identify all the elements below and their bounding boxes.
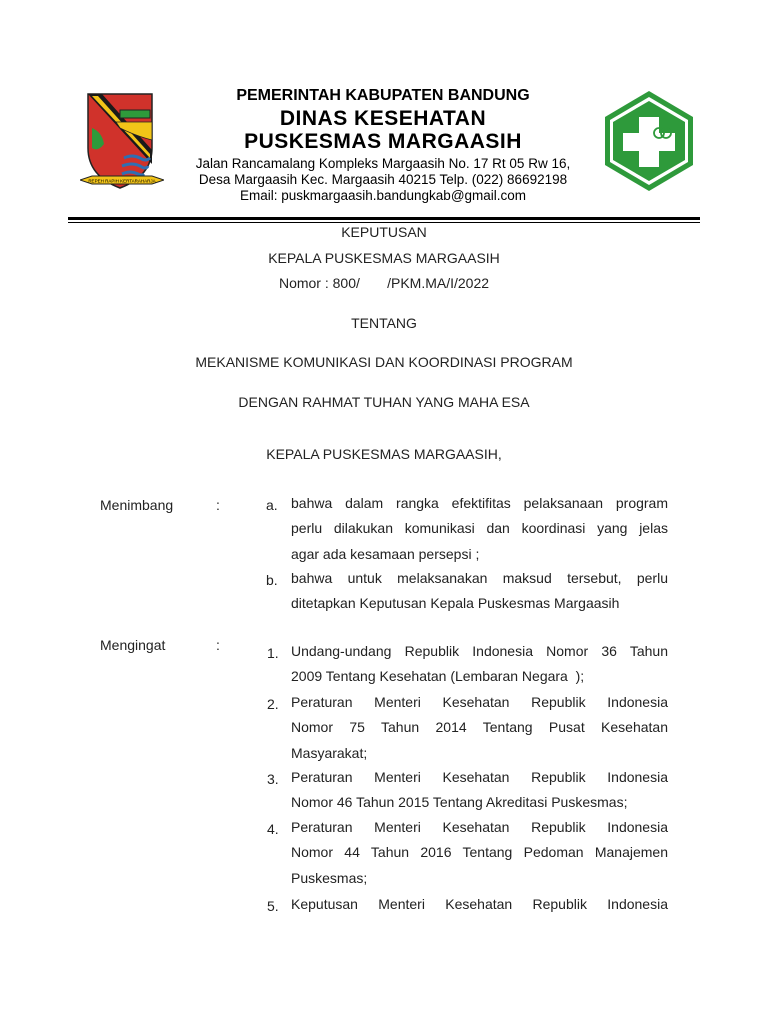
text-line: Peraturan Menteri Kesehatan Republik Indonesia <box>291 694 668 710</box>
decree-number: Nomor : 800/ /PKM.MA/I/2022 <box>278 275 490 291</box>
header-institution: PUSKESMAS MARGAASIH <box>244 130 522 153</box>
header-agency: DINAS KESEHATAN <box>279 107 487 130</box>
mengingat-item-1 <box>291 639 668 690</box>
text-line: ditetapkan Keputusan Kepala Puskesmas Margaasih <box>291 595 620 612</box>
text-line: Peraturan Menteri Kesehatan Republik Indonesia <box>291 819 668 835</box>
mengingat-marker-4: 4. <box>267 821 279 837</box>
menimbang-marker-b: b. <box>266 572 278 588</box>
mengingat-colon: : <box>216 637 220 653</box>
mengingat-item-3 <box>291 765 668 816</box>
header-address-line1: Jalan Rancamalang Kompleks Margaasih No. 17 Rt 05 Rw 16, <box>195 156 571 171</box>
decree-about: TENTANG <box>351 315 417 331</box>
mengingat-marker-3: 3. <box>267 771 279 787</box>
text-line: Peraturan Menteri Kesehatan Republik Indonesia <box>291 769 668 785</box>
menimbang-label: Menimbang <box>100 497 174 513</box>
text-line: Masyarakat; <box>291 744 368 761</box>
mengingat-label: Mengingat <box>100 637 166 653</box>
menimbang-item-b <box>291 566 668 617</box>
menimbang-item-a <box>291 491 668 567</box>
text-line: Nomor 44 Tahun 2016 Tentang Pedoman Manajemen <box>291 844 668 861</box>
mengingat-item-4 <box>291 815 668 891</box>
text-line: bahwa dalam rangka efektifitas pelaksanaan program <box>291 495 668 511</box>
text-line: perlu dilakukan komunikasi dan koordinasi yang jelas <box>291 520 668 537</box>
text-line: Nomor 46 Tahun 2015 Tentang Akreditasi Puskesmas; <box>291 794 628 811</box>
decree-blessing: DENGAN RAHMAT TUHAN YANG MAHA ESA <box>238 394 530 410</box>
text-line: Nomor 75 Tahun 2014 Tentang Pusat Kesehatan <box>291 719 668 736</box>
decree-subject: MEKANISME KOMUNIKASI DAN KOORDINASI PROGRAM <box>195 354 573 370</box>
text-line: 2009 Tentang Kesehatan (Lembaran Negara ); <box>291 668 585 685</box>
decree-heading: KEPUTUSAN <box>341 224 427 240</box>
text-line: Keputusan Menteri Kesehatan Republik Indonesia <box>291 896 668 912</box>
header-address-line2: Desa Margaasih Kec. Margaasih 40215 Telp. (022) 86692198 <box>198 172 568 187</box>
header-email: Email: puskmargaasih.bandungkab@gmail.com <box>239 188 527 203</box>
decree-issuer: KEPALA PUSKESMAS MARGAASIH, <box>266 446 502 462</box>
puskesmas-logo <box>603 89 695 193</box>
menimbang-colon: : <box>216 497 220 513</box>
decree-head: KEPALA PUSKESMAS MARGAASIH <box>268 250 500 266</box>
menimbang-marker-a: a. <box>266 497 278 513</box>
header-divider-thick <box>68 217 700 220</box>
header-divider-thin <box>68 222 700 223</box>
mengingat-marker-1: 1. <box>267 645 279 661</box>
emblem-motto: REPEH RAPIH KERTARAHARJA <box>88 178 156 184</box>
mengingat-marker-5: 5. <box>267 898 279 914</box>
text-line: agar ada kesamaan persepsi ; <box>291 545 480 562</box>
mengingat-item-2 <box>291 690 668 766</box>
header-government: PEMERINTAH KABUPATEN BANDUNG <box>236 87 530 104</box>
kabupaten-bandung-emblem <box>80 88 164 196</box>
mengingat-marker-2: 2. <box>267 696 279 712</box>
mengingat-item-5 <box>291 892 668 917</box>
text-line: Undang-undang Republik Indonesia Nomor 36 Tahun <box>291 643 668 659</box>
text-line: Puskesmas; <box>291 869 368 886</box>
text-line: bahwa untuk melaksanakan maksud tersebut, perlu <box>291 570 668 586</box>
